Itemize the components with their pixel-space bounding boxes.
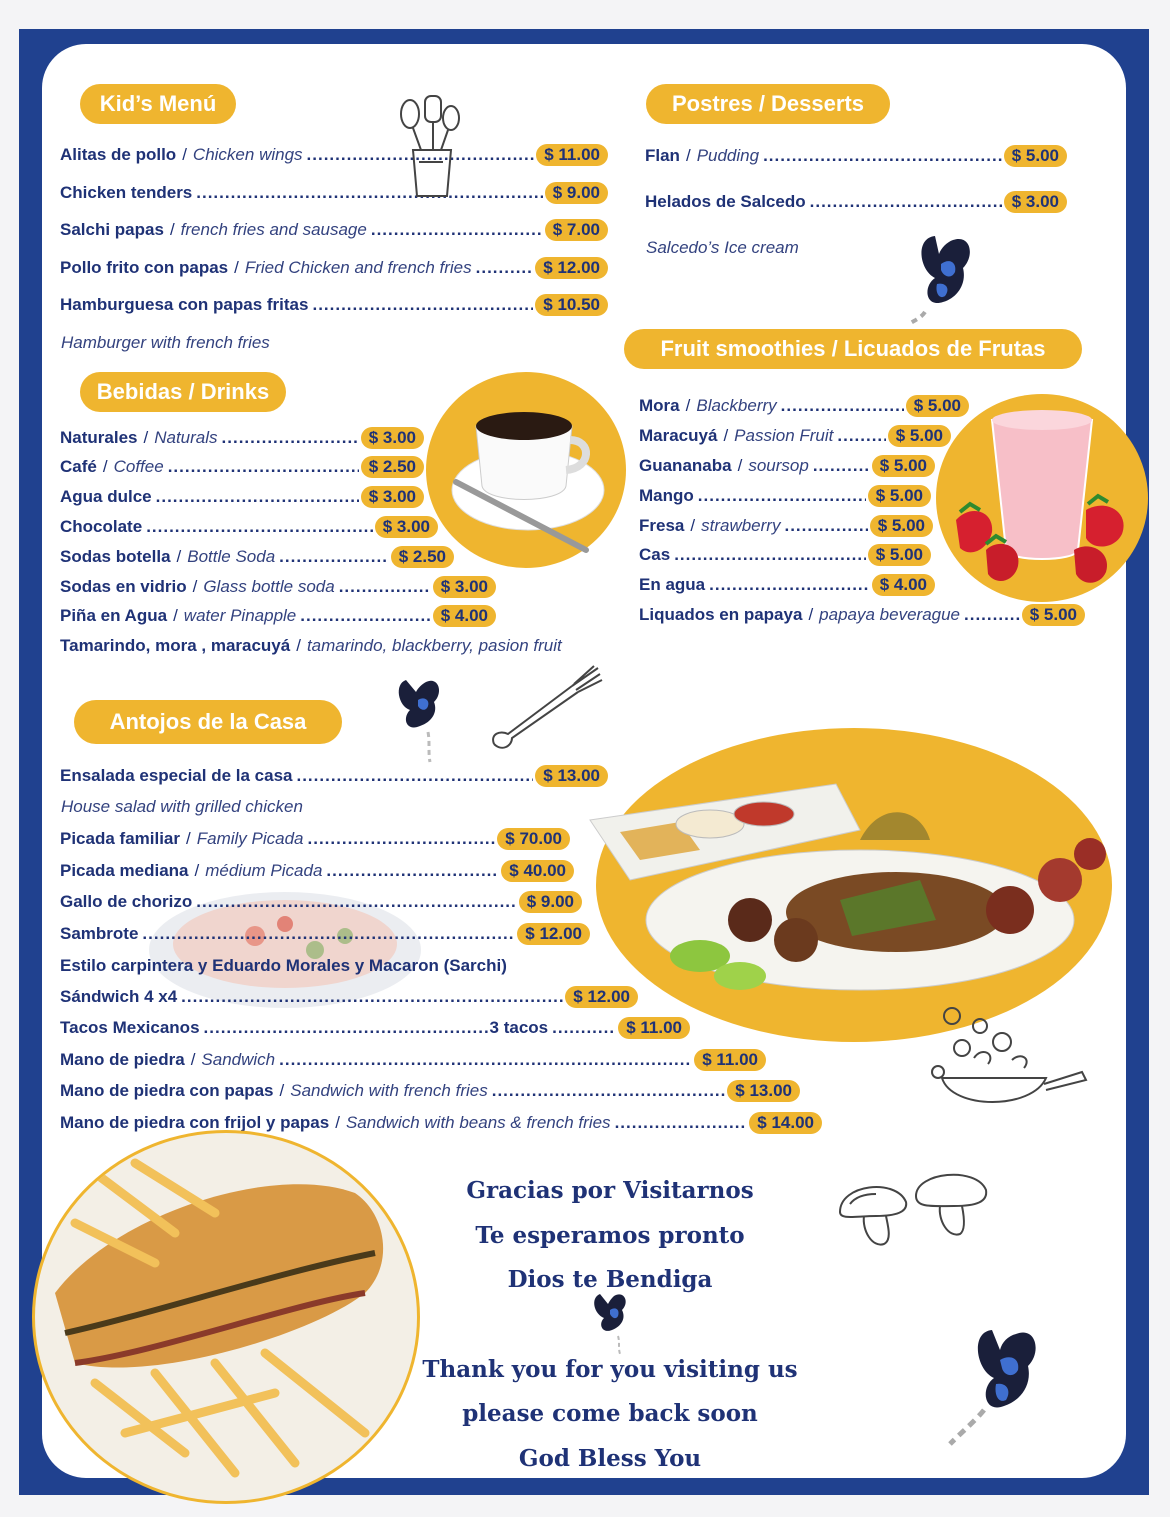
item-name: Café: [60, 457, 97, 476]
item-english: Coffee: [113, 457, 164, 476]
price-badge: $ 13.00: [535, 765, 608, 787]
price-badge: $ 5.00: [870, 515, 933, 537]
strawberry-smoothie-icon: [946, 400, 1140, 596]
antojo-item: Mano de piedra con papas / Sandwich with french fries ..... $ 13.00: [60, 1078, 800, 1104]
drinks-title: Bebidas / Drinks: [80, 372, 286, 412]
item-english: Chicken wings: [192, 145, 303, 164]
item-name: Cas: [639, 545, 671, 564]
dessert-item: [645, 189, 1067, 215]
sandwich-fries-icon: [35, 1133, 417, 1501]
smoothie-item: [639, 572, 935, 598]
utensils-jar-icon: [395, 92, 465, 200]
item-name: Guananaba: [639, 456, 732, 475]
butterfly-icon: [895, 228, 985, 333]
price-badge: $ 14.00: [749, 1112, 822, 1134]
kids-menu-title: Kid’s Menú: [80, 84, 236, 124]
item-english: water Pinapple: [183, 606, 297, 625]
item-name: Mango: [639, 486, 694, 505]
salad-note: House salad with grilled chicken: [61, 797, 303, 816]
price-badge: $ 5.00: [872, 455, 935, 477]
antojo-item: Picada familiar / Family Picada ..... $ 70.00: [60, 826, 570, 852]
fork-icon: [488, 664, 604, 754]
drink-item: [60, 514, 438, 540]
price-badge: $ 4.00: [872, 574, 935, 596]
price-badge: $ 9.00: [519, 891, 582, 913]
item-name: Flan: [645, 146, 680, 165]
tacos-qty: 3 tacos: [489, 1018, 549, 1037]
smoothie-item: [639, 542, 931, 568]
price-badge: $ 3.00: [1004, 191, 1067, 213]
item-name: Picada mediana: [60, 861, 189, 880]
item-name: Naturales: [60, 428, 138, 447]
price-badge: $ 2.50: [391, 546, 454, 568]
smoothie-item: Fresa / strawberry ..... $ 5.00: [639, 513, 933, 539]
thanks-line: Dios te Bendiga: [507, 1266, 713, 1293]
item-english: Blackberry: [696, 396, 777, 415]
price-badge: $ 5.00: [906, 395, 969, 417]
price-badge: $ 3.00: [375, 516, 438, 538]
antojo-item: [60, 984, 638, 1010]
drink-item: Sodas botella / Bottle Soda ..... $ 2.50: [60, 544, 454, 570]
antojo-item: [60, 763, 608, 789]
price-badge: $ 12.00: [565, 986, 638, 1008]
item-name: Maracuyá: [639, 426, 718, 445]
item-name: Alitas de pollo: [60, 145, 177, 164]
thanks-line: Te esperamos pronto: [475, 1222, 745, 1249]
wok-icon: [922, 1002, 1090, 1114]
drink-item: Naturales / Naturals ..... $ 3.00: [60, 425, 424, 451]
item-english: Sandwich: [201, 1050, 276, 1069]
price-badge: $ 12.00: [517, 923, 590, 945]
smoothie-item: Maracuyá / Passion Fruit ..... $ 5.00: [639, 423, 951, 449]
thanks-line: please come back soon: [462, 1400, 758, 1427]
item-name: Chicken tenders: [60, 183, 193, 202]
estilo-line: Estilo carpintera y Eduardo Morales y Macaron (Sarchi): [60, 956, 507, 975]
antojo-item: Mano de piedra / Sandwich ..... $ 11.00: [60, 1047, 766, 1073]
item-name: Sodas en vidrio: [60, 577, 187, 596]
price-badge: $ 13.00: [727, 1080, 800, 1102]
desserts-title: Postres / Desserts: [646, 84, 890, 124]
kids-item: Salchi papas / french fries and sausage ..... $ 7.00: [60, 217, 608, 243]
thanks-line: God Bless You: [518, 1445, 702, 1472]
item-name: Ensalada especial de la casa: [60, 766, 293, 785]
price-badge: $ 11.00: [536, 144, 608, 166]
item-name: Chocolate: [60, 517, 143, 536]
item-name: Sándwich 4 x4: [60, 987, 178, 1006]
smoothie-item: Liquados en papaya / papaya beverague ..... $ 5.00: [639, 602, 1085, 628]
item-name: Tacos Mexicanos: [60, 1018, 200, 1037]
antojo-item: Mano de piedra con frijol y papas / Sandwich with beans & french fries ..... $ 14.00: [60, 1110, 822, 1136]
item-name: Helados de Salcedo: [645, 192, 806, 211]
item-name: En agua: [639, 575, 706, 594]
item-english: Fried Chicken and french fries: [244, 258, 472, 277]
dessert-item: Flan / Pudding ..... $ 5.00: [645, 143, 1067, 169]
antojo-item: [60, 953, 620, 979]
item-name: Hamburguesa con papas fritas: [60, 295, 309, 314]
item-english: papaya beverague: [819, 605, 961, 624]
item-english: Sandwich with beans & french fries: [345, 1113, 611, 1132]
drink-item: [60, 484, 424, 510]
item-english: Family Picada: [196, 829, 304, 848]
item-name: Mano de piedra con frijol y papas: [60, 1113, 330, 1132]
price-badge: $ 40.00: [501, 860, 574, 882]
smoothie-item: [639, 483, 931, 509]
item-name: Picada familiar: [60, 829, 181, 848]
item-name: Tamarindo, mora , maracuyá: [60, 636, 291, 655]
price-badge: $ 4.00: [433, 605, 496, 627]
smoothie-item: Guananaba / soursop ..... $ 5.00: [639, 453, 935, 479]
item-english: tamarindo, blackberry, pasion fruit: [306, 636, 562, 655]
coffee-cup-icon: [436, 382, 616, 558]
drink-item: Sodas en vidrio / Glass bottle soda ..... $ 3.00: [60, 574, 496, 600]
price-badge: $ 11.00: [694, 1049, 766, 1071]
item-name: Mano de piedra: [60, 1050, 185, 1069]
item-name: Agua dulce: [60, 487, 152, 506]
item-name: Pollo frito con papas: [60, 258, 229, 277]
price-badge: $ 7.00: [545, 219, 608, 241]
price-badge: $ 70.00: [497, 828, 570, 850]
item-english: Passion Fruit: [734, 426, 834, 445]
price-badge: $ 5.00: [868, 485, 931, 507]
item-english: strawberry: [701, 516, 781, 535]
item-english: soursop: [748, 456, 809, 475]
antojo-item: [60, 1015, 690, 1041]
price-badge: $ 3.00: [433, 576, 496, 598]
item-name: Gallo de chorizo: [60, 892, 193, 911]
smoothies-title: Fruit smoothies / Licuados de Frutas: [624, 329, 1082, 369]
kids-item: Pollo frito con papas / Fried Chicken and french fries ..... $ 12.00: [60, 255, 608, 281]
smoothie-item: Mora / Blackberry ..... $ 5.00: [639, 393, 969, 419]
item-english: Glass bottle soda: [203, 577, 335, 596]
price-badge: $ 11.00: [618, 1017, 690, 1039]
item-name: Sambrote: [60, 924, 139, 943]
antojos-title: Antojos de la Casa: [74, 700, 342, 744]
price-badge: $ 5.00: [868, 544, 931, 566]
price-badge: $ 12.00: [535, 257, 608, 279]
antojo-item: [60, 889, 582, 915]
price-badge: $ 3.00: [361, 486, 424, 508]
item-name: Salchi papas: [60, 220, 164, 239]
item-english: french fries and sausage: [180, 220, 367, 239]
sandwich-photo: [32, 1130, 420, 1504]
desserts-note: Salcedo’s Ice cream: [646, 238, 799, 257]
item-name: Mora: [639, 396, 680, 415]
drink-item: Café / Coffee ..... $ 2.50: [60, 454, 424, 480]
kids-item: [60, 292, 608, 318]
antojo-item: Picada mediana / médium Picada ..... $ 40.00: [60, 858, 574, 884]
item-english: Pudding: [696, 146, 760, 165]
drink-item: Tamarindo, mora , maracuyá / tamarindo, blackberry, pasion fruit: [60, 636, 562, 655]
price-badge: $ 9.00: [545, 182, 608, 204]
item-name: Sodas botella: [60, 547, 171, 566]
item-name: Piña en Agua: [60, 606, 168, 625]
price-badge: $ 3.00: [361, 427, 424, 449]
item-english: Sandwich with french fries: [290, 1081, 488, 1100]
price-badge: $ 5.00: [888, 425, 951, 447]
item-english: médium Picada: [205, 861, 323, 880]
item-name: Liquados en papaya: [639, 605, 803, 624]
price-badge: $ 5.00: [1022, 604, 1085, 626]
butterfly-icon: [590, 1290, 634, 1356]
item-name: Mano de piedra con papas: [60, 1081, 274, 1100]
thanks-line: Gracias por Visitarnos: [466, 1177, 754, 1204]
picada-platter-icon: [590, 770, 1114, 1010]
kids-item: [60, 180, 608, 206]
item-name: Fresa: [639, 516, 685, 535]
antojo-item: [60, 921, 590, 947]
thanks-line: Thank you for you visiting us: [422, 1356, 798, 1383]
butterfly-icon: [392, 674, 448, 764]
price-badge: $ 2.50: [361, 456, 424, 478]
kids-item: Alitas de pollo / Chicken wings ..... $ 11.00: [60, 142, 608, 168]
kids-note: Hamburger with french fries: [61, 333, 270, 352]
item-english: Bottle Soda: [187, 547, 276, 566]
mushroom-icon: [836, 1168, 992, 1258]
price-badge: $ 10.50: [535, 294, 608, 316]
item-english: Naturals: [154, 428, 218, 447]
butterfly-icon: [944, 1320, 1054, 1450]
drink-item: Piña en Agua / water Pinapple ..... $ 4.00: [60, 603, 496, 629]
price-badge: $ 5.00: [1004, 145, 1067, 167]
